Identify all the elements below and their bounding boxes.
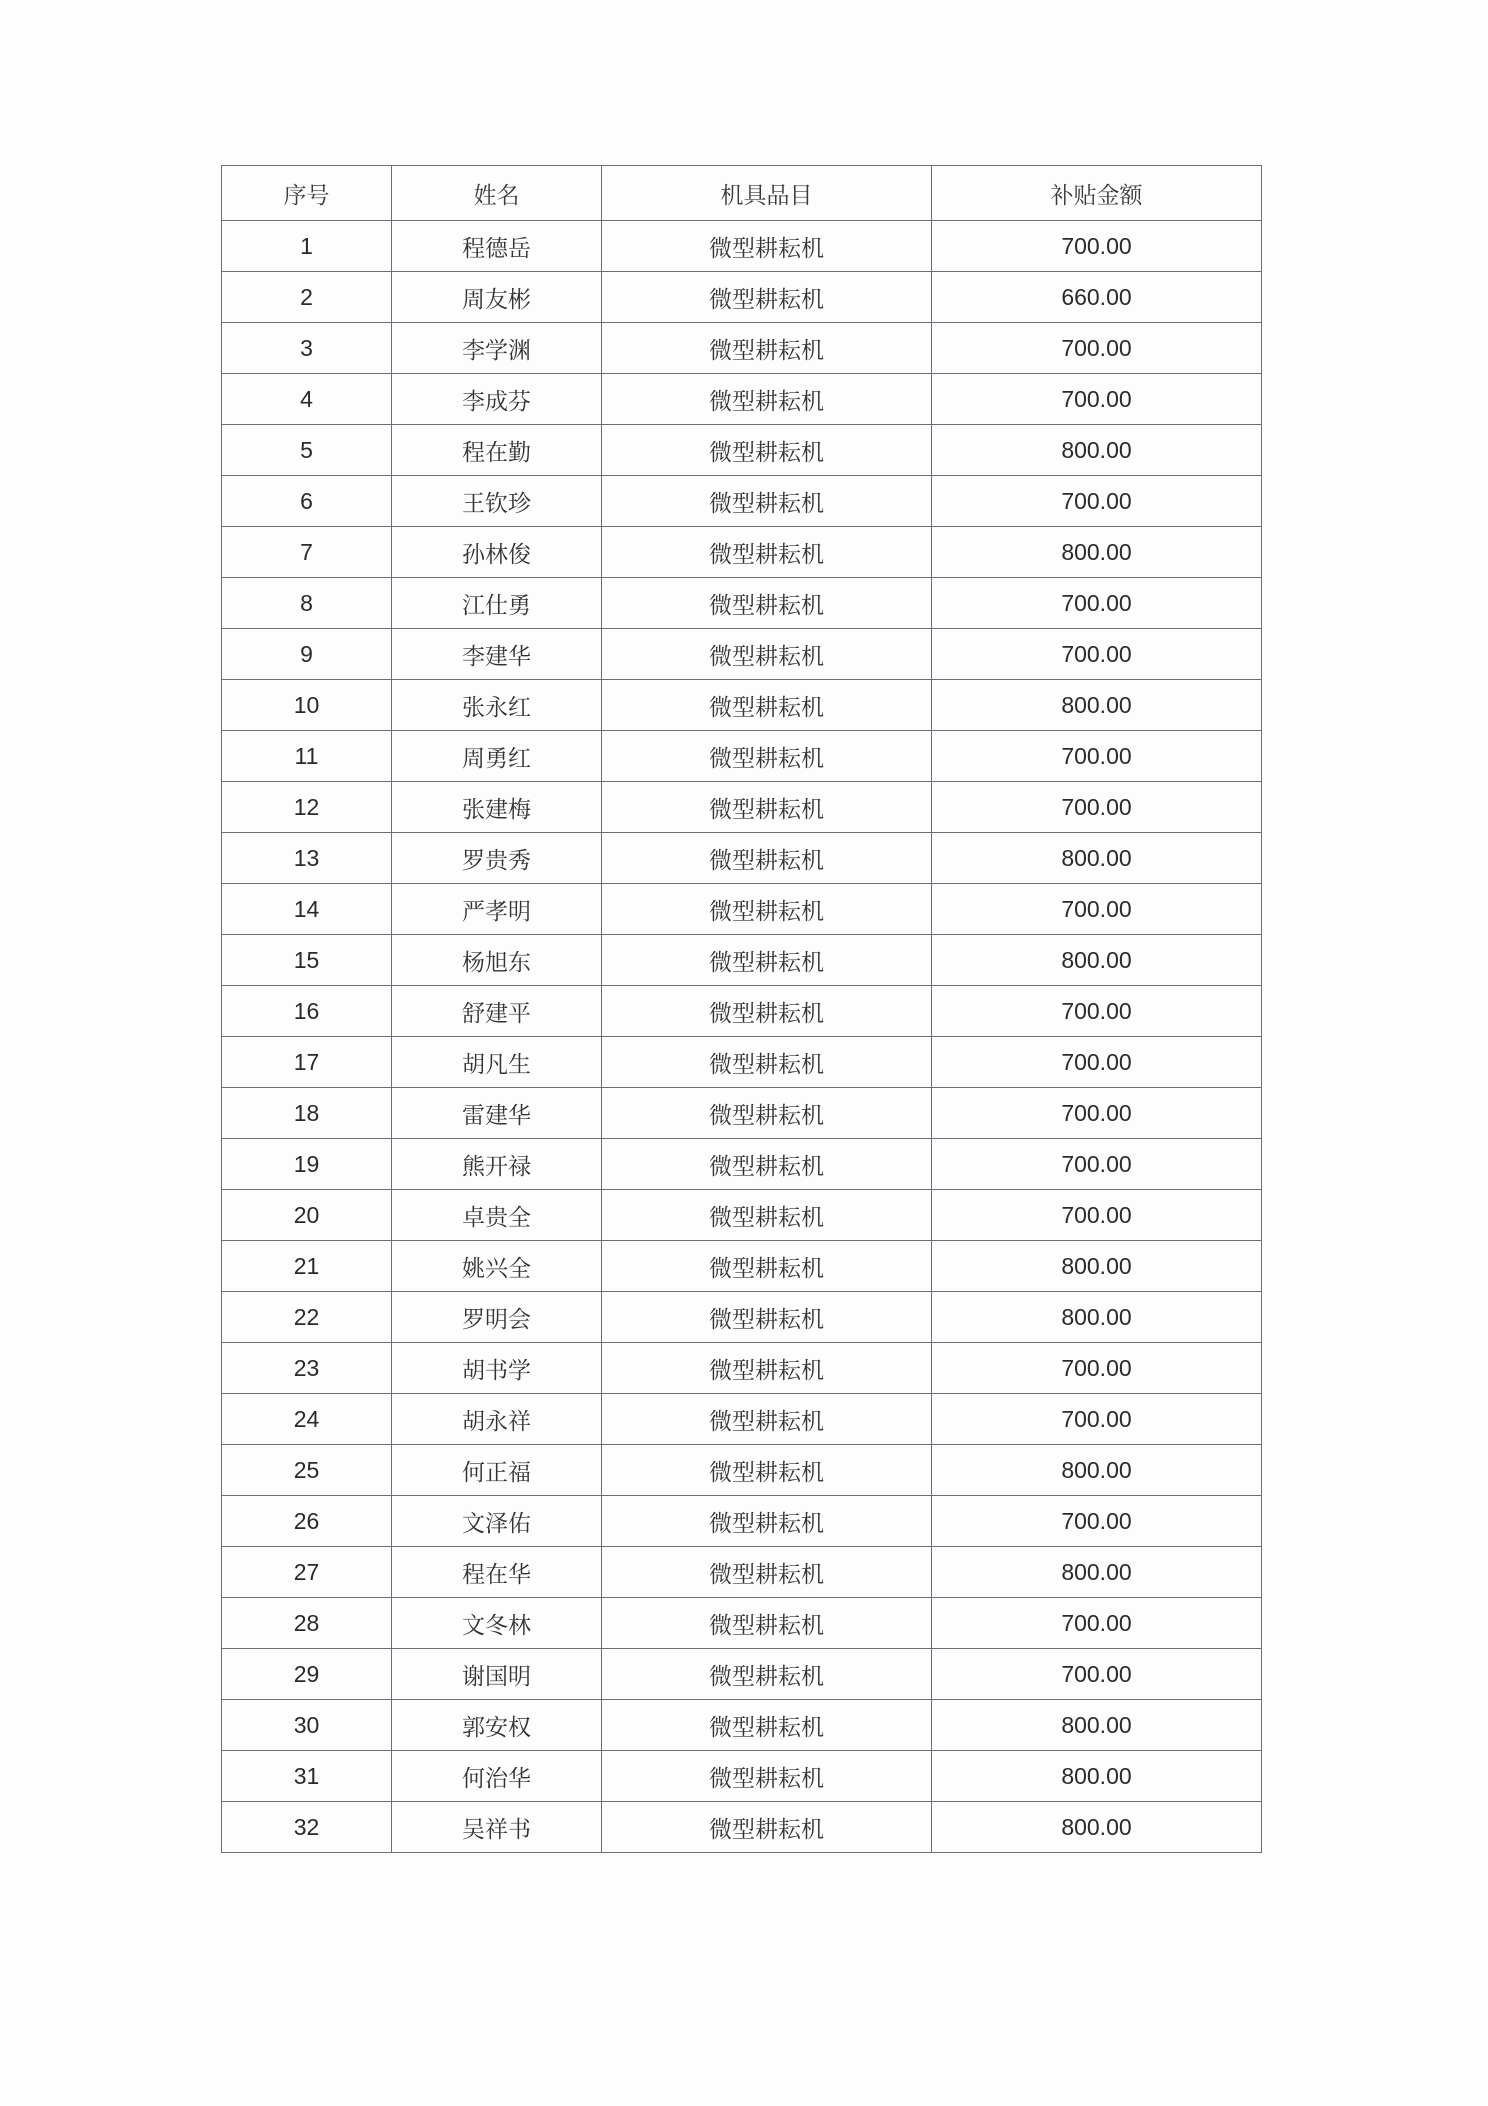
table-row — [222, 1598, 1262, 1649]
cell-no: 15 — [222, 935, 392, 986]
cell-no: 20 — [222, 1190, 392, 1241]
cell-name: 李建华 — [392, 629, 602, 680]
cell-name: 胡永祥 — [392, 1394, 602, 1445]
cell-item: 微型耕耘机 — [602, 1037, 932, 1088]
header-amount: 补贴金额 — [932, 166, 1262, 221]
table-header — [222, 166, 1262, 221]
table-row — [222, 1700, 1262, 1751]
cell-name: 熊开禄 — [392, 1139, 602, 1190]
cell-amount: 800.00 — [932, 1292, 1262, 1343]
table-row — [222, 1496, 1262, 1547]
cell-amount: 800.00 — [932, 1751, 1262, 1802]
cell-amount: 800.00 — [932, 680, 1262, 731]
table-row — [222, 1649, 1262, 1700]
header-item: 机具品目 — [602, 166, 932, 221]
table-row — [222, 782, 1262, 833]
table-row — [222, 1190, 1262, 1241]
cell-name: 严孝明 — [392, 884, 602, 935]
cell-item: 微型耕耘机 — [602, 221, 932, 272]
table-row — [222, 1394, 1262, 1445]
cell-no: 16 — [222, 986, 392, 1037]
cell-amount: 800.00 — [932, 425, 1262, 476]
table-row — [222, 629, 1262, 680]
cell-name: 谢国明 — [392, 1649, 602, 1700]
cell-name: 孙林俊 — [392, 527, 602, 578]
header-row — [222, 166, 1262, 221]
table-row — [222, 1343, 1262, 1394]
cell-item: 微型耕耘机 — [602, 425, 932, 476]
cell-item: 微型耕耘机 — [602, 1751, 932, 1802]
cell-no: 10 — [222, 680, 392, 731]
cell-no: 8 — [222, 578, 392, 629]
cell-item: 微型耕耘机 — [602, 1649, 932, 1700]
cell-name: 李成芬 — [392, 374, 602, 425]
cell-amount: 800.00 — [932, 527, 1262, 578]
cell-no: 19 — [222, 1139, 392, 1190]
cell-item: 微型耕耘机 — [602, 833, 932, 884]
cell-no: 4 — [222, 374, 392, 425]
table-row — [222, 374, 1262, 425]
cell-no: 27 — [222, 1547, 392, 1598]
cell-no: 30 — [222, 1700, 392, 1751]
cell-item: 微型耕耘机 — [602, 578, 932, 629]
cell-item: 微型耕耘机 — [602, 323, 932, 374]
cell-no: 5 — [222, 425, 392, 476]
cell-item: 微型耕耘机 — [602, 986, 932, 1037]
cell-item: 微型耕耘机 — [602, 1088, 932, 1139]
cell-amount: 700.00 — [932, 1037, 1262, 1088]
cell-amount: 700.00 — [932, 1139, 1262, 1190]
table-row — [222, 1241, 1262, 1292]
cell-name: 舒建平 — [392, 986, 602, 1037]
cell-no: 11 — [222, 731, 392, 782]
cell-amount: 700.00 — [932, 323, 1262, 374]
cell-name: 郭安权 — [392, 1700, 602, 1751]
cell-no: 12 — [222, 782, 392, 833]
cell-item: 微型耕耘机 — [602, 527, 932, 578]
table-row — [222, 986, 1262, 1037]
cell-no: 7 — [222, 527, 392, 578]
cell-name: 卓贵全 — [392, 1190, 602, 1241]
cell-item: 微型耕耘机 — [602, 1394, 932, 1445]
table-row — [222, 272, 1262, 323]
cell-item: 微型耕耘机 — [602, 1343, 932, 1394]
cell-amount: 700.00 — [932, 782, 1262, 833]
cell-amount: 700.00 — [932, 629, 1262, 680]
table-row — [222, 680, 1262, 731]
cell-no: 1 — [222, 221, 392, 272]
cell-amount: 800.00 — [932, 833, 1262, 884]
cell-name: 江仕勇 — [392, 578, 602, 629]
cell-no: 17 — [222, 1037, 392, 1088]
cell-no: 14 — [222, 884, 392, 935]
table-row — [222, 425, 1262, 476]
cell-item: 微型耕耘机 — [602, 731, 932, 782]
cell-name: 姚兴全 — [392, 1241, 602, 1292]
cell-no: 3 — [222, 323, 392, 374]
cell-name: 程在勤 — [392, 425, 602, 476]
cell-name: 张永红 — [392, 680, 602, 731]
cell-amount: 800.00 — [932, 1241, 1262, 1292]
cell-no: 2 — [222, 272, 392, 323]
cell-no: 31 — [222, 1751, 392, 1802]
cell-item: 微型耕耘机 — [602, 476, 932, 527]
cell-amount: 700.00 — [932, 884, 1262, 935]
cell-item: 微型耕耘机 — [602, 884, 932, 935]
cell-item: 微型耕耘机 — [602, 1700, 932, 1751]
table-row — [222, 935, 1262, 986]
cell-amount: 700.00 — [932, 986, 1262, 1037]
cell-amount: 700.00 — [932, 1649, 1262, 1700]
header-no: 序号 — [222, 166, 392, 221]
cell-item: 微型耕耘机 — [602, 935, 932, 986]
table-row — [222, 1292, 1262, 1343]
cell-no: 9 — [222, 629, 392, 680]
cell-item: 微型耕耘机 — [602, 374, 932, 425]
header-name: 姓名 — [392, 166, 602, 221]
cell-item: 微型耕耘机 — [602, 1445, 932, 1496]
cell-name: 程在华 — [392, 1547, 602, 1598]
cell-amount: 660.00 — [932, 272, 1262, 323]
table-row — [222, 476, 1262, 527]
cell-item: 微型耕耘机 — [602, 1139, 932, 1190]
table-row — [222, 1751, 1262, 1802]
cell-name: 罗贵秀 — [392, 833, 602, 884]
cell-no: 32 — [222, 1802, 392, 1853]
cell-amount: 700.00 — [932, 578, 1262, 629]
cell-item: 微型耕耘机 — [602, 782, 932, 833]
cell-item: 微型耕耘机 — [602, 1190, 932, 1241]
cell-no: 29 — [222, 1649, 392, 1700]
cell-no: 18 — [222, 1088, 392, 1139]
cell-amount: 700.00 — [932, 1088, 1262, 1139]
cell-no: 25 — [222, 1445, 392, 1496]
cell-no: 24 — [222, 1394, 392, 1445]
cell-item: 微型耕耘机 — [602, 1802, 932, 1853]
cell-name: 文泽佑 — [392, 1496, 602, 1547]
cell-name: 何正福 — [392, 1445, 602, 1496]
cell-name: 程德岳 — [392, 221, 602, 272]
subsidy-table — [221, 165, 1262, 1853]
cell-no: 21 — [222, 1241, 392, 1292]
cell-item: 微型耕耘机 — [602, 272, 932, 323]
table-row — [222, 1088, 1262, 1139]
cell-amount: 700.00 — [932, 1394, 1262, 1445]
cell-no: 6 — [222, 476, 392, 527]
cell-no: 23 — [222, 1343, 392, 1394]
cell-item: 微型耕耘机 — [602, 629, 932, 680]
cell-name: 李学渊 — [392, 323, 602, 374]
cell-name: 周友彬 — [392, 272, 602, 323]
cell-name: 王钦珍 — [392, 476, 602, 527]
cell-name: 吴祥书 — [392, 1802, 602, 1853]
cell-amount: 800.00 — [932, 1700, 1262, 1751]
cell-amount: 700.00 — [932, 221, 1262, 272]
table-row — [222, 527, 1262, 578]
cell-no: 26 — [222, 1496, 392, 1547]
cell-amount: 800.00 — [932, 1802, 1262, 1853]
table-row — [222, 323, 1262, 374]
cell-name: 胡凡生 — [392, 1037, 602, 1088]
table-row — [222, 578, 1262, 629]
cell-amount: 700.00 — [932, 476, 1262, 527]
table-row — [222, 1802, 1262, 1853]
cell-name: 周勇红 — [392, 731, 602, 782]
cell-item: 微型耕耘机 — [602, 1292, 932, 1343]
cell-amount: 800.00 — [932, 1547, 1262, 1598]
cell-amount: 700.00 — [932, 1496, 1262, 1547]
cell-no: 13 — [222, 833, 392, 884]
cell-amount: 700.00 — [932, 731, 1262, 782]
cell-name: 杨旭东 — [392, 935, 602, 986]
table-row — [222, 1037, 1262, 1088]
cell-item: 微型耕耘机 — [602, 1241, 932, 1292]
cell-name: 文冬林 — [392, 1598, 602, 1649]
cell-name: 雷建华 — [392, 1088, 602, 1139]
table-row — [222, 221, 1262, 272]
cell-amount: 700.00 — [932, 374, 1262, 425]
cell-name: 罗明会 — [392, 1292, 602, 1343]
cell-amount: 800.00 — [932, 1445, 1262, 1496]
cell-item: 微型耕耘机 — [602, 680, 932, 731]
cell-amount: 700.00 — [932, 1343, 1262, 1394]
table-row — [222, 884, 1262, 935]
cell-amount: 700.00 — [932, 1598, 1262, 1649]
cell-item: 微型耕耘机 — [602, 1547, 932, 1598]
table-row — [222, 1445, 1262, 1496]
table-body — [222, 221, 1262, 1853]
cell-amount: 700.00 — [932, 1190, 1262, 1241]
cell-item: 微型耕耘机 — [602, 1496, 932, 1547]
cell-name: 张建梅 — [392, 782, 602, 833]
cell-no: 28 — [222, 1598, 392, 1649]
table-row — [222, 833, 1262, 884]
table-row — [222, 1139, 1262, 1190]
table-row — [222, 731, 1262, 782]
table-row — [222, 1547, 1262, 1598]
cell-item: 微型耕耘机 — [602, 1598, 932, 1649]
cell-name: 何治华 — [392, 1751, 602, 1802]
cell-no: 22 — [222, 1292, 392, 1343]
cell-name: 胡书学 — [392, 1343, 602, 1394]
cell-amount: 800.00 — [932, 935, 1262, 986]
